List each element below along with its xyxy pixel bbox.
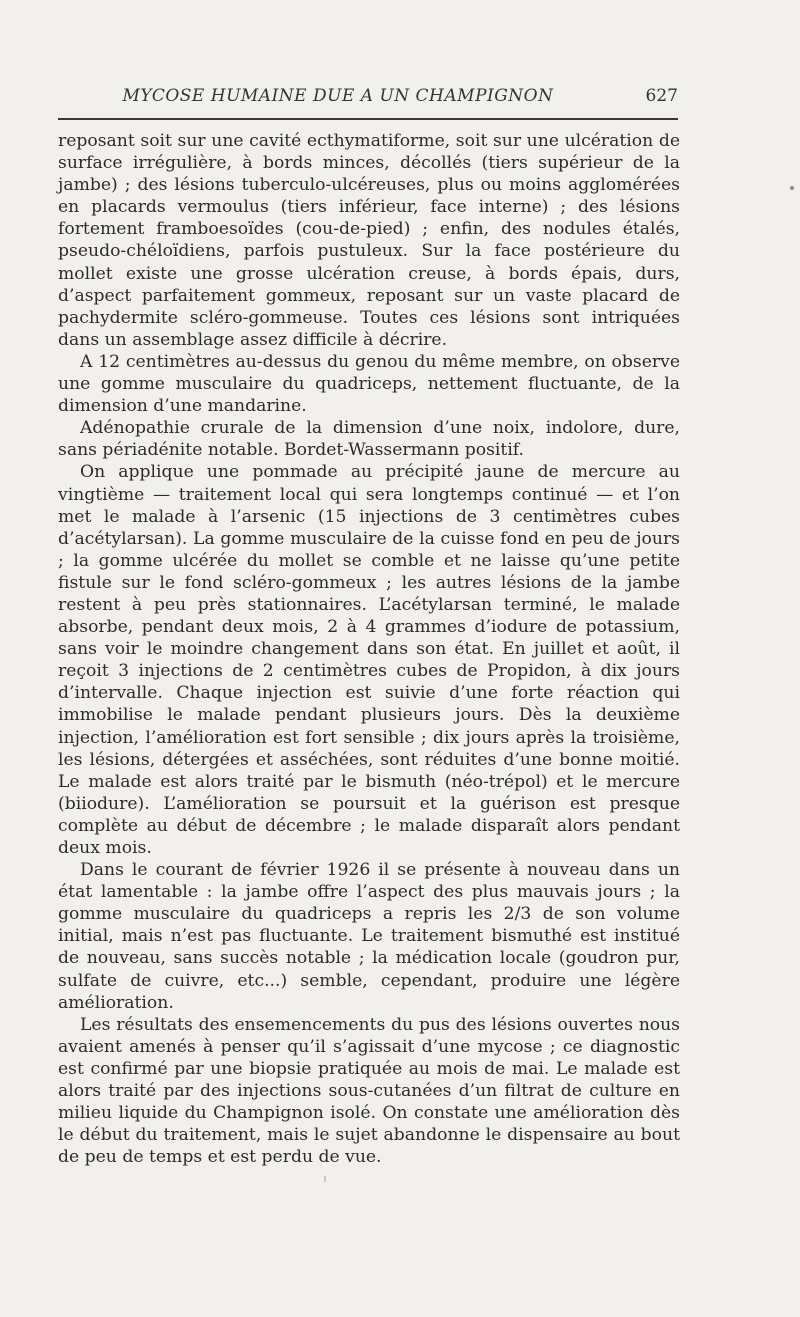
paragraph: Adénopathie crurale de la dimension d’une noix, indolore, dure, sans périadénite notable. Bordet-Wassermann positif.: [58, 418, 680, 461]
paragraph: A 12 centimètres au-dessus du genou du même membre, on observe une gomme musculaire du quadriceps, nettement fluctuante, de la dimension d’une mandarine.: [58, 351, 680, 417]
running-title: MYCOSE HUMAINE DUE A UN CHAMPIGNON: [122, 86, 554, 106]
page-number: 627: [645, 86, 678, 106]
margin-speck: [790, 186, 794, 190]
header-rule: [58, 118, 678, 120]
paragraph-continued: reposant soit sur une cavité ecthymatiforme, soit sur une ulcération de surface irrégulière, à bords minces, décollés (tiers supérieur de la jambe) ; des lésions tuberculo-ulcéreuses, plus ou moins agglomérées en placards vermoulus (tiers inférieur, face interne) ; des lésions fortement framboesoïdes (cou-de-pied) ; enfin, des nodules étalés, pseudo-chéloïdiens, parfois pustuleux. Sur la face postérieure du mollet existe une grosse ulcération creuse, à bords épais, durs, d’aspect parfaitement gommeux, reposant sur un vaste placard de pachydermite scléro-gommeuse. Toutes ces lésions sont intriquées dans un assemblage assez difficile à décrire.: [58, 131, 680, 350]
body-text: [58, 130, 680, 1168]
page-speck: [324, 1176, 326, 1182]
running-header: [58, 86, 678, 108]
paragraph: Les résultats des ensemencements du pus des lésions ouvertes nous avaient amenés à penser qu’il s’agissait d’une mycose ; ce diagnostic est confirmé par une biopsie pratiquée au mois de mai. Le malade est alors traité par des injections sous-cutanées d’un filtrat de culture en milieu liquide du Champignon isolé. On constate une amélioration dès le début du traitement, mais le sujet abandonne le dispensaire au bout de peu de temps et est perdu de vue.: [58, 1014, 680, 1168]
paragraph: On applique une pommade au précipité jaune de mercure au vingtième — traitement local qui sera longtemps continué — et l’on met le malade à l’arsenic (15 injections de 3 centimètres cubes d’acétylarsan). La gomme musculaire de la cuisse fond en peu de jours ; la gomme ulcérée du mollet se comble et ne laisse qu’une petite fistule sur le fond scléro-gommeux ; les autres lésions de la jambe restent à peu près stationnaires. L’acétylarsan terminé, le malade absorbe, pendant deux mois, 2 à 4 grammes d’iodure de potassium, sans voir le moindre changement dans son état. En juillet et août, il reçoit 3 injections de 2 centimètres cubes de Propidon, à dix jours d’intervalle. Chaque injection est suivie d’une forte réaction qui immobilise le malade pendant plusieurs jours. Dès la deuxième injection, l’amélioration est fort sensible ; dix jours après la troisième, les lésions, détergées et asséchées, sont réduites d’une bonne moitié. Le malade est alors traité par le bismuth (néo-trépol) et le mercure (biiodure). L’amélioration se poursuit et la guérison est presque complète au début de décembre ; le malade disparaît alors pendant deux mois.: [58, 462, 680, 858]
paragraph: Dans le courant de février 1926 il se présente à nouveau dans un état lamentable : la jambe offre l’aspect des plus mauvais jours ; la gomme musculaire du quadriceps a repris les 2/3 de son volume initial, mais n’est pas fluctuante. Le traitement bismuthé est institué de nouveau, sans succès notable ; la médication locale (goudron pur, sulfate de cuivre, etc...) semble, cependant, produire une légère amélioration.: [58, 860, 680, 1013]
